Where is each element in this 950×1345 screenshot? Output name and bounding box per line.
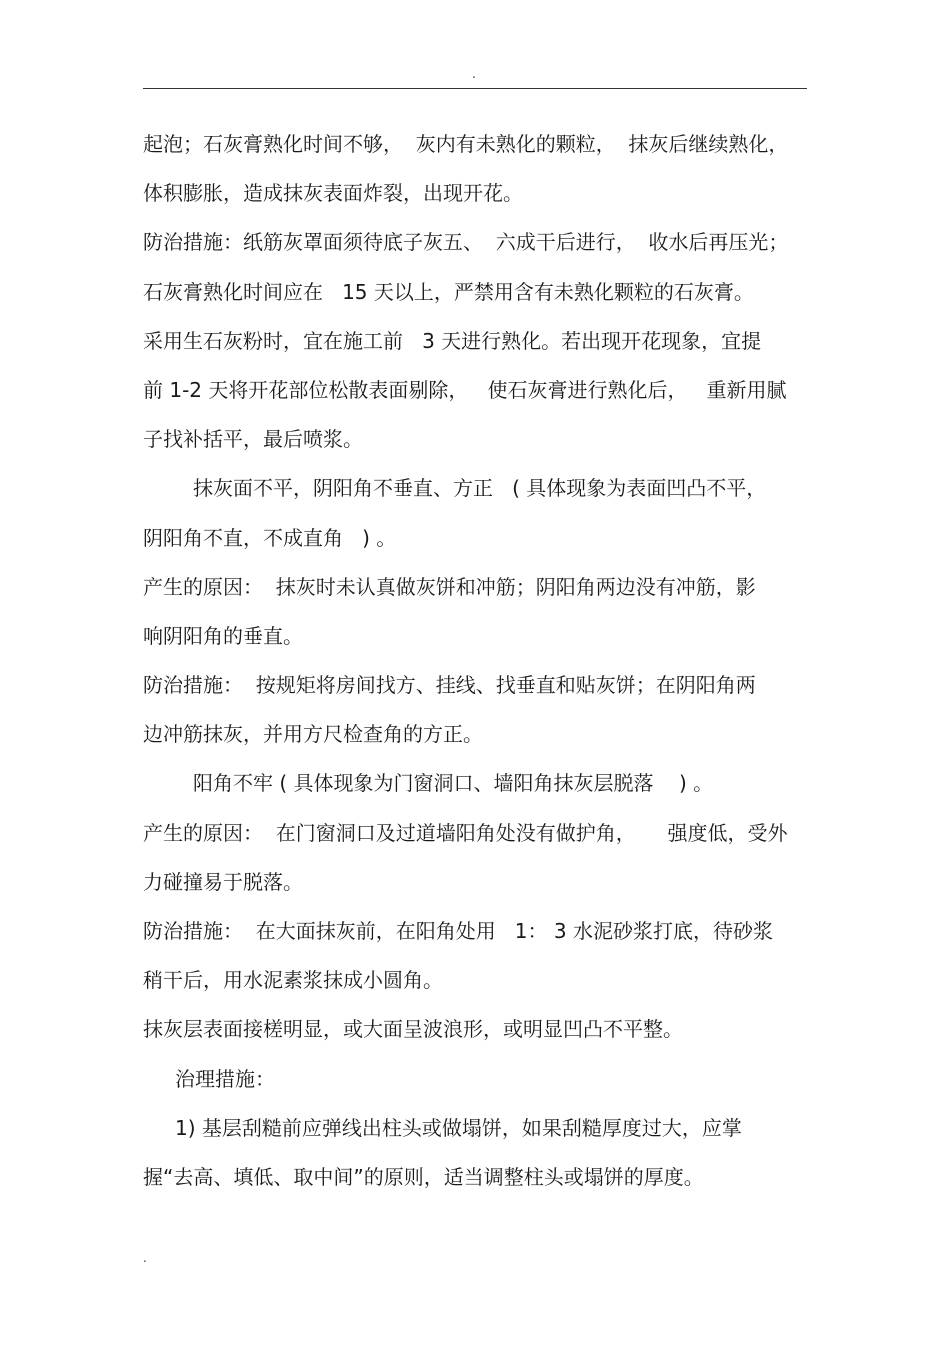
text-line: 防治措施： 在大面抹灰前，在阳角处用 1： 3 水泥砂浆打底，待砂浆 — [143, 919, 773, 943]
text-line: 边冲筋抹灰，并用方尺检查角的方正。 — [143, 722, 483, 747]
text-line: 产生的原因： 抹灰时未认真做灰饼和冲筋；阴阳角两边没有冲筋，影 — [143, 574, 756, 599]
text-line: 防治措施：纸筋灰罩面须待底子灰五、 六成干后进行， 收水后再压光； — [143, 230, 789, 255]
text-line: 前 1-2 天将开花部位松散表面剔除， 使石灰膏进行熟化后， 重新用腻 — [143, 377, 787, 402]
text-line: 握“去高、填低、取中间”的原则，适当调整柱头或塌饼的厚度。 — [143, 1164, 704, 1189]
text-line: 采用生石灰粉时，宜在施工前 3 天进行熟化。若出现开花现象，宜提 — [143, 328, 762, 353]
header-rule — [143, 88, 807, 89]
header-dot: . — [472, 67, 476, 81]
text-line: 体积膨胀，造成抹灰表面炸裂，出现开花。 — [143, 181, 523, 206]
text-line: 石灰膏熟化时间应在 15 天以上，严禁用含有未熟化颗粒的石灰膏。 — [143, 279, 754, 304]
section-heading: 抹灰面不平，阴阳角不垂直、方正 ( 具体现象为表面凹凸不平， — [193, 476, 767, 501]
text-line: 响阴阳角的垂直。 — [143, 623, 303, 648]
text-line: 力碰撞易于脱落。 — [143, 869, 303, 894]
text-line: 产生的原因： 在门窗洞口及过道墙阳角处没有做护角， 强度低，受外 — [143, 820, 788, 845]
text-line: 子找补括平，最后喷浆。 — [143, 427, 363, 452]
text-line: 阴阳角不直，不成直角 ) 。 — [143, 525, 397, 550]
section-heading: 治理措施： — [175, 1066, 275, 1091]
section-heading: 阳角不牢 ( 具体现象为门窗洞口、墙阳角抹灰层脱落 ) 。 — [193, 771, 714, 796]
list-item: 1) 基层刮糙前应弹线出柱头或做塌饼，如果刮糙厚度过大，应掌 — [175, 1115, 742, 1140]
text-line: 稍干后，用水泥素浆抹成小圆角。 — [143, 968, 443, 993]
text-line: 防治措施： 按规矩将房间找方、挂线、找垂直和贴灰饼；在阴阳角两 — [143, 673, 756, 698]
text-line: 抹灰层表面接槎明显，或大面呈波浪形，或明显凹凸不平整。 — [143, 1017, 683, 1042]
footer-dot: . — [143, 1251, 147, 1265]
text-line: 起泡；石灰膏熟化时间不够， 灰内有未熟化的颗粒， 抹灰后继续熟化， — [143, 132, 789, 156]
document-body — [143, 120, 807, 1202]
